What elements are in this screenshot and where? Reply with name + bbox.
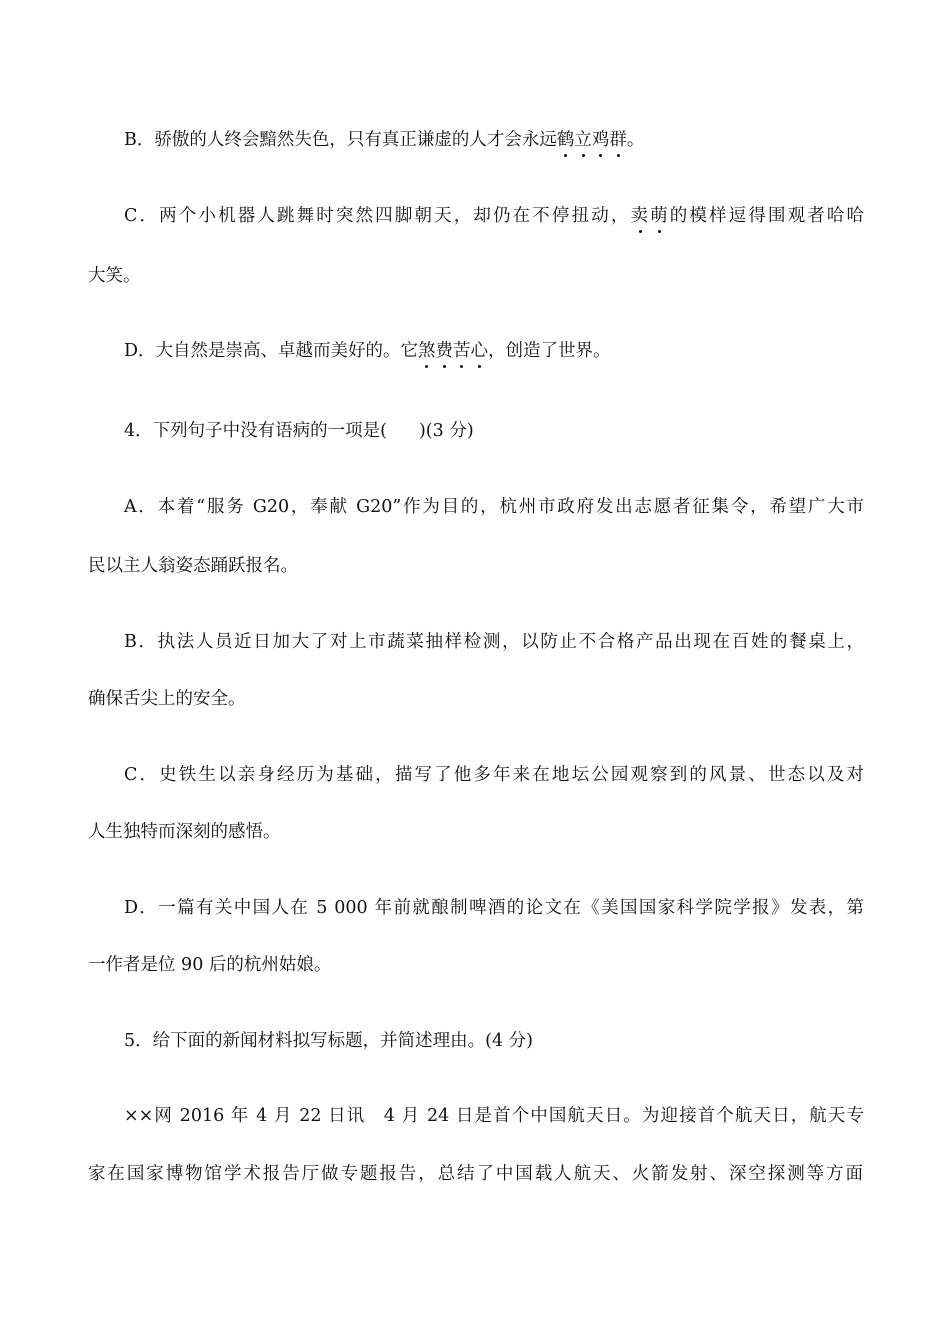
q4-option-a: A．本着“服务 G20，奉献 G20”作为目的，杭州市政府发出志愿者征集令，希望广大市 bbox=[124, 497, 864, 517]
dotted-char: 立 bbox=[574, 130, 592, 150]
dotted-char: 煞 bbox=[418, 341, 436, 361]
q4-option-b-cont: 确保舌尖上的安全。 bbox=[88, 689, 246, 709]
q3-option-c: C．两个小机器人跳舞时突然四脚朝天，却仍在不停扭动，卖萌的模样逗得围观者哈哈 bbox=[124, 206, 865, 226]
q5-news-line-2: 家在国家博物馆学术报告厅做专题报告，总结了中国载人航天、火箭发射、深空探测等方面 bbox=[88, 1164, 863, 1184]
dotted-char: 鹤 bbox=[556, 130, 575, 150]
q4-option-c-cont: 人生独特而深刻的感悟。 bbox=[88, 822, 281, 842]
dotted-char: 卖 bbox=[630, 206, 651, 226]
q5-news-line-1: ××网 2016 年 4 月 22 日讯 4 月 24 日是首个中国航天日。为迎接首个航天日，航天专 bbox=[124, 1106, 864, 1126]
dotted-char: 心 bbox=[470, 341, 489, 361]
dotted-char: 萌 bbox=[650, 206, 670, 226]
q4-option-b: B．执法人员近日加大了对上市蔬菜抽样检测，以防止不合格产品出现在百姓的餐桌上， bbox=[124, 632, 864, 652]
q4-stem: 4．下列句子中没有语病的一项是( )(3 分) bbox=[124, 421, 474, 441]
q4-option-c: C．史铁生以亲身经历为基础，描写了他多年来在地坛公园观察到的风景、世态以及对 bbox=[124, 765, 864, 785]
q4-option-d-cont: 一作者是位 90 后的杭州姑娘。 bbox=[88, 955, 332, 975]
q4-option-a-cont: 民以主人翁姿态踊跃报名。 bbox=[88, 556, 298, 576]
dotted-char: 费 bbox=[435, 341, 454, 361]
q5-stem: 5．给下面的新闻材料拟写标题，并简述理由。(4 分) bbox=[124, 1031, 533, 1051]
dotted-char: 苦 bbox=[453, 341, 471, 361]
q3-option-d: D．大自然是崇高、卓越而美好的。它煞费苦心，创造了世界。 bbox=[124, 341, 611, 361]
dotted-char: 鸡 bbox=[591, 130, 610, 150]
q4-option-d: D．一篇有关中国人在 5 000 年前就酿制啤酒的论文在《美国国家科学院学报》发表，第 bbox=[124, 898, 864, 918]
dotted-char: 群 bbox=[609, 130, 627, 150]
q3-option-c-cont: 大笑。 bbox=[88, 266, 141, 286]
q3-option-b: B．骄傲的人终会黯然失色，只有真正谦虚的人才会永远鹤立鸡群。 bbox=[124, 130, 645, 150]
